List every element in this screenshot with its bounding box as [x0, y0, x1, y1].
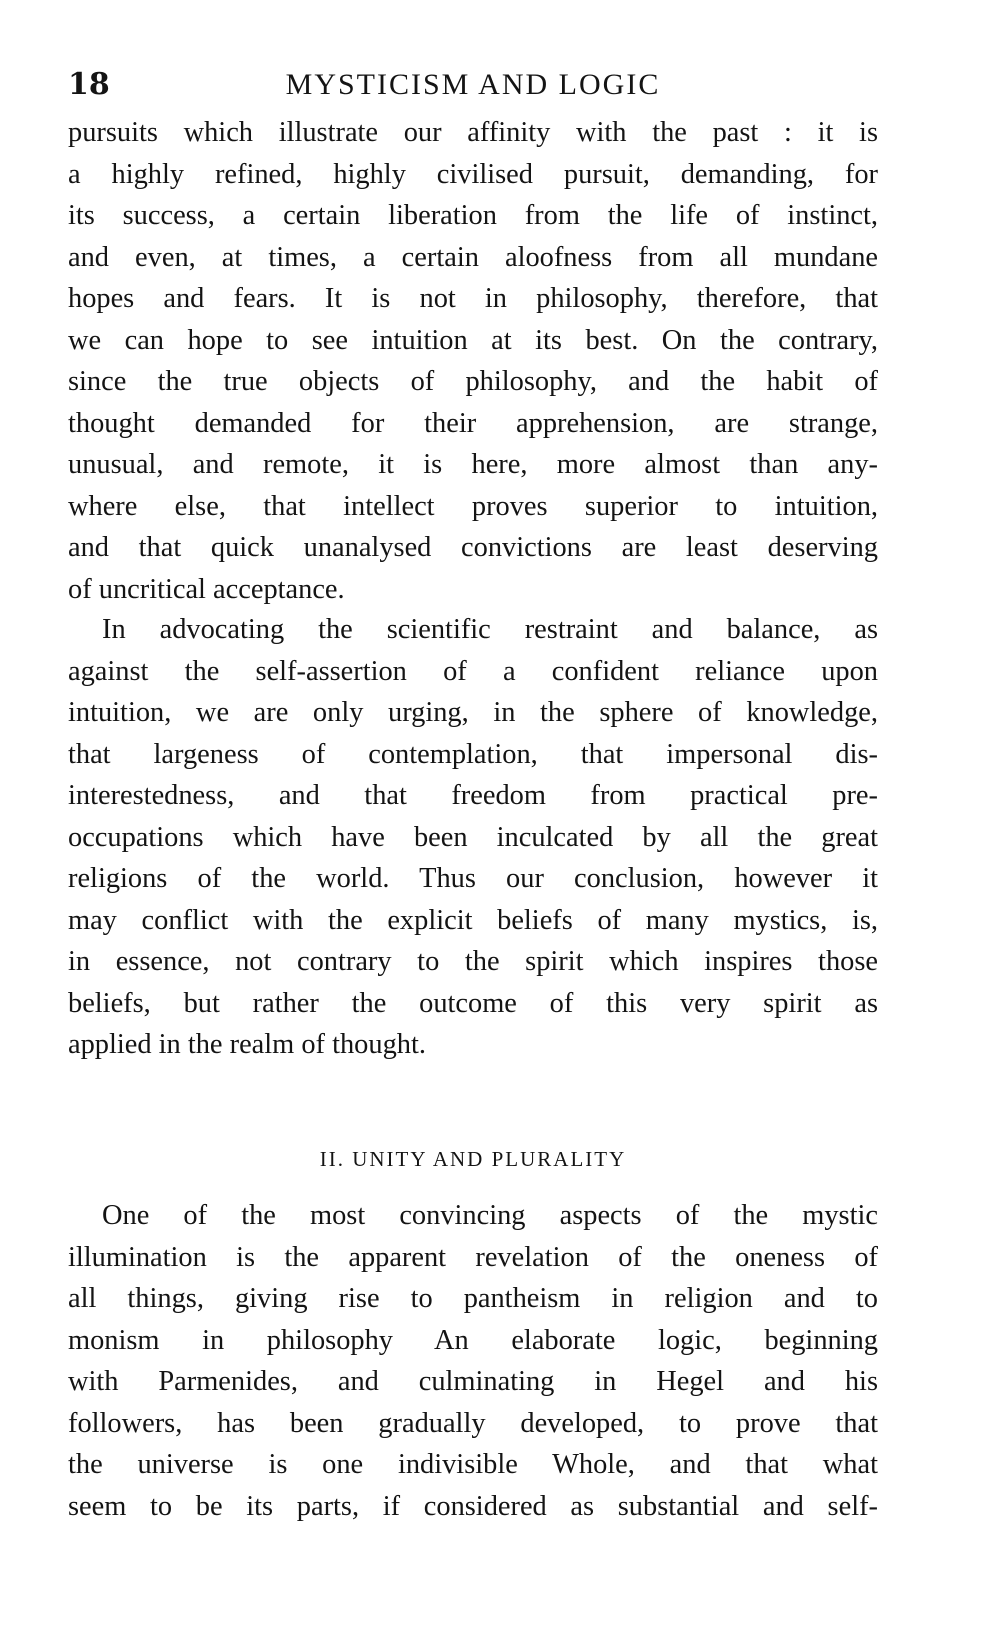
paragraph-continuation: [68, 112, 878, 610]
text-line: applied in the realm of thought.: [68, 1029, 426, 1060]
text-line: followers, has been gradually developed, to prove that: [68, 1407, 878, 1439]
text-line: religions of the world. Thus our conclusion, however it: [68, 863, 878, 894]
text-line: monism in philosophy An elaborate logic, beginning: [68, 1324, 878, 1356]
text-line: interestedness, and that freedom from practical pre-: [68, 780, 878, 811]
text-line: illumination is the apparent revelation of the oneness of: [68, 1241, 878, 1273]
text-line: its success, a certain liberation from the life of instinct,: [68, 200, 878, 231]
text-line: intuition, we are only urging, in the sphere of knowledge,: [68, 697, 878, 728]
text-line: in essence, not contrary to the spirit which inspires those: [68, 946, 878, 977]
page-header: [68, 60, 878, 110]
section-heading: II. UNITY AND PLURALITY: [319, 1147, 627, 1171]
text-line: the universe is one indivisible Whole, and that what: [68, 1449, 878, 1480]
text-line: beliefs, but rather the outcome of this very spirit as: [68, 987, 878, 1019]
text-line: with Parmenides, and culminating in Hegel and his: [68, 1366, 878, 1397]
text-line: we can hope to see intuition at its best. On the contrary,: [68, 324, 878, 356]
text-line: thought demanded for their apprehension, are strange,: [68, 407, 878, 439]
text-line: that largeness of contemplation, that impersonal dis-: [68, 738, 878, 770]
text-line: pursuits which illustrate our affinity with the past : it is: [68, 117, 878, 148]
text-line: and even, at times, a certain aloofness from all mundane: [68, 241, 878, 273]
text-line: may conflict with the explicit beliefs of many mystics, is,: [68, 904, 878, 936]
text-line: occupations which have been inculcated by all the great: [68, 821, 878, 853]
text-line: unusual, and remote, it is here, more almost than any-: [68, 449, 878, 480]
running-head: MYSTICISM AND LOGIC: [285, 68, 661, 101]
text-line: all things, giving rise to pantheism in religion and to: [68, 1283, 878, 1314]
text-line: of uncritical acceptance.: [68, 573, 345, 605]
text-line: where else, that intellect proves superior to intuition,: [68, 490, 878, 522]
paragraph-unity: [68, 1195, 878, 1527]
text-line: seem to be its parts, if considered as substantial and self-: [68, 1490, 878, 1522]
text-line: hopes and fears. It is not in philosophy, therefore, that: [68, 283, 878, 314]
page-number: 18: [68, 67, 110, 102]
text-line: In advocating the scientific restraint and balance, as: [102, 614, 878, 645]
text-line: a highly refined, highly civilised pursuit, demanding, for: [68, 158, 878, 190]
text-line: One of the most convincing aspects of the mystic: [102, 1200, 878, 1231]
text-line: since the true objects of philosophy, and the habit of: [68, 366, 878, 397]
text-line: against the self-assertion of a confident reliance upon: [68, 655, 878, 687]
paragraph-advocating: [68, 609, 878, 1066]
text-line: and that quick unanalysed convictions are least deserving: [68, 532, 878, 563]
